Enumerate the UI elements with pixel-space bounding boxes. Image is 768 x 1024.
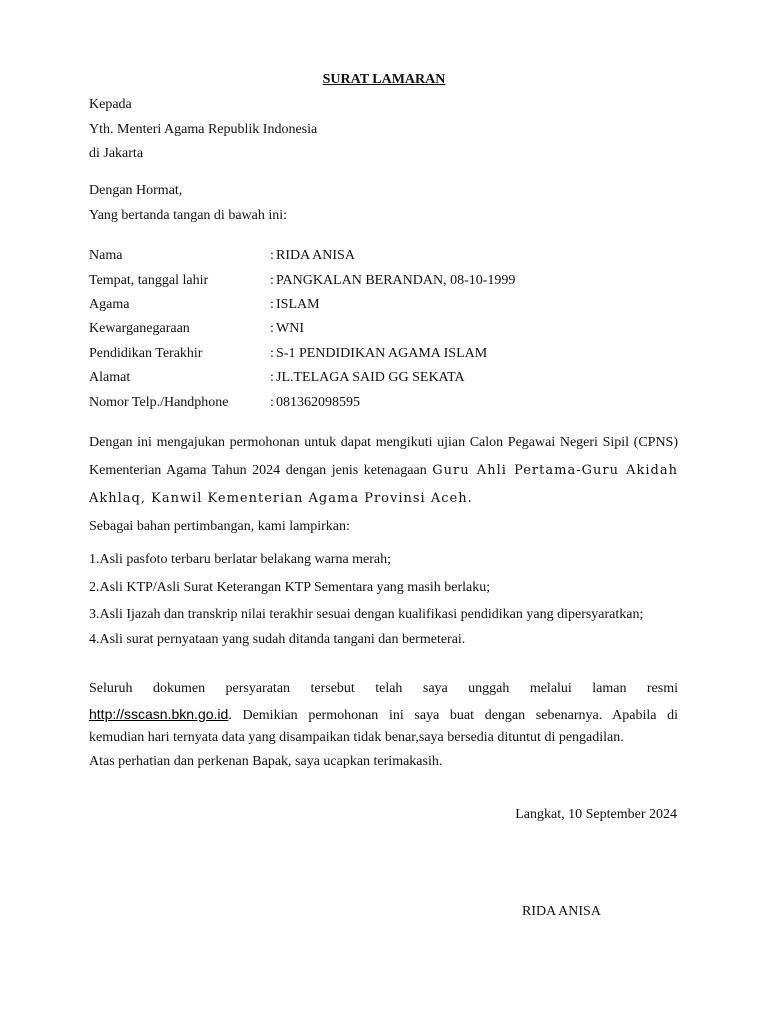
body-paragraph-1-line-3: Akhlaq, Kanwil Kementerian Agama Provinsi Aceh. xyxy=(89,491,473,506)
field-separator: : xyxy=(270,395,274,410)
field-label: Kewarganegaraan xyxy=(89,321,190,336)
field-label: Pendidikan Terakhir xyxy=(89,346,203,361)
field-label: Nama xyxy=(89,248,123,263)
position-name: Guru Ahli Pertama-Guru Akidah xyxy=(432,463,678,478)
attachment-item: 1.Asli pasfoto terbaru berlatar belakang warna merah; xyxy=(89,552,392,567)
attachment-item: 2.Asli KTP/Asli Surat Keterangan KTP Sementara yang masih berlaku; xyxy=(89,580,491,595)
intro-text: Yang bertanda tangan di bawah ini: xyxy=(89,208,288,223)
field-separator: : xyxy=(270,346,274,361)
field-row-address xyxy=(89,370,679,390)
field-separator: : xyxy=(270,370,274,385)
field-separator: : xyxy=(270,297,274,312)
greeting: Dengan Hormat, xyxy=(89,183,183,198)
letter-title: SURAT LAMARAN xyxy=(322,72,446,87)
field-label: Alamat xyxy=(89,370,131,385)
signatory-name: RIDA ANISA xyxy=(522,904,601,919)
body-text: . Demikian permohonan ini saya buat dengan sebenarnya. Apabila di xyxy=(228,708,678,723)
body-paragraph-2-line-1: Seluruh dokumen persyaratan tersebut telah saya unggah melalui laman resmi xyxy=(89,681,678,696)
field-value: PANGKALAN BERANDAN, 08-10-1999 xyxy=(276,273,516,288)
field-value: RIDA ANISA xyxy=(276,248,355,263)
body-paragraph-1-line-2 xyxy=(89,463,678,479)
recipient-line-1: Kepada xyxy=(89,97,132,112)
field-label: Agama xyxy=(89,297,130,312)
field-value: JL.TELAGA SAID GG SEKATA xyxy=(276,370,465,385)
field-row-name xyxy=(89,248,679,268)
field-separator: : xyxy=(270,273,274,288)
recipient-line-3: di Jakarta xyxy=(89,146,144,161)
attachments-intro: Sebagai bahan pertimbangan, kami lampirkan: xyxy=(89,519,350,534)
place-date: Langkat, 10 September 2024 xyxy=(515,807,677,822)
closing-text: Atas perhatian dan perkenan Bapak, saya ucapkan terimakasih. xyxy=(89,754,443,769)
field-value: 081362098595 xyxy=(276,395,360,410)
field-row-citizenship xyxy=(89,321,679,341)
body-paragraph-2-line-2 xyxy=(89,706,678,724)
body-paragraph-2-line-3: kemudian hari ternyata data yang disampaikan tidak benar,saya bersedia dituntut di pengadilan. xyxy=(89,730,624,745)
body-paragraph-1-line-1: Dengan ini mengajukan permohonan untuk dapat mengikuti ujian Calon Pegawai Negeri Sipil (CPNS) xyxy=(89,435,678,450)
recipient-line-2: Yth. Menteri Agama Republik Indonesia xyxy=(89,122,318,137)
sscasn-link[interactable]: http://sscasn.bkn.go.id xyxy=(89,706,229,722)
field-label: Tempat, tanggal lahir xyxy=(89,273,209,288)
field-separator: : xyxy=(270,248,274,263)
field-row-phone xyxy=(89,395,679,415)
field-label: Nomor Telp./Handphone xyxy=(89,395,229,410)
field-value: ISLAM xyxy=(276,297,320,312)
field-separator: : xyxy=(270,321,274,336)
field-value: WNI xyxy=(276,321,304,336)
body-text: Kementerian Agama Tahun 2024 dengan jenis ketenagaan xyxy=(89,463,427,478)
attachment-item: 3.Asli Ijazah dan transkrip nilai terakhir sesuai dengan kualifikasi pendidikan yang dipersyaratkan; xyxy=(89,607,644,622)
field-value: S-1 PENDIDIKAN AGAMA ISLAM xyxy=(276,346,488,361)
field-row-religion xyxy=(89,297,679,317)
field-row-birth xyxy=(89,273,679,293)
field-row-education xyxy=(89,346,679,366)
attachment-item: 4.Asli surat pernyataan yang sudah ditanda tangani dan bermeterai. xyxy=(89,632,466,647)
